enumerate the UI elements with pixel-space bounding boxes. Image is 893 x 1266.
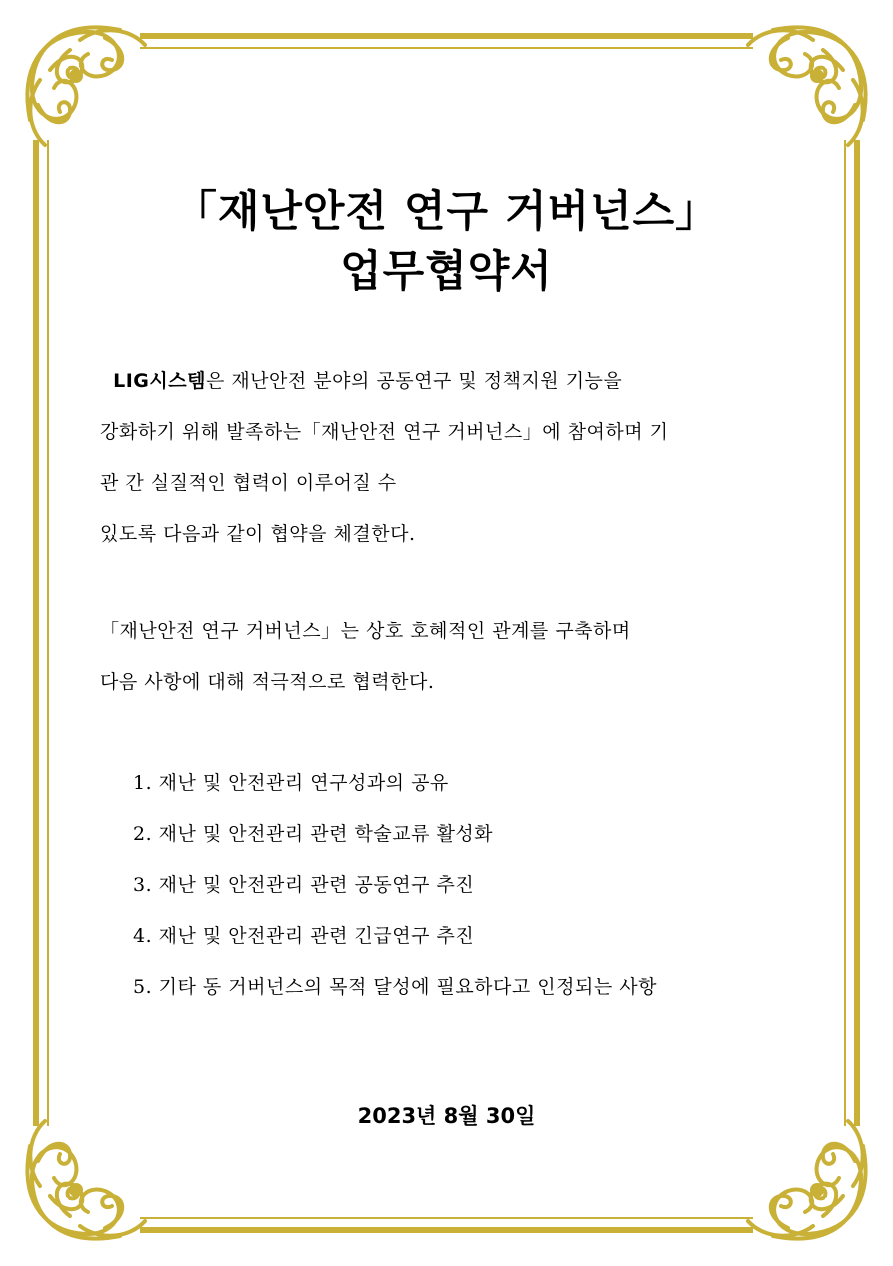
agreement-item: 5. 기타 동 거버넌스의 목적 달성에 필요하다고 인정되는 사항	[133, 976, 657, 998]
agreement-item: 2. 재난 및 안전관리 관련 학술교류 활성화	[133, 823, 494, 845]
cooperation-line-1: 「재난안전 연구 거버넌스」는 상호 호혜적인 관계를 구축하며	[100, 620, 631, 642]
document-title: 「재난안전 연구 거버넌스」	[173, 187, 720, 237]
cooperation-line-2: 다음 사항에 대해 적극적으로 협력한다.	[100, 671, 435, 693]
organization-name: LIG시스템	[113, 370, 206, 392]
agreement-item: 4. 재난 및 안전관리 관련 긴급연구 추진	[133, 925, 475, 947]
agreement-item: 3. 재난 및 안전관리 관련 공동연구 추진	[133, 874, 475, 896]
agreement-date: 2023년 8월 30일	[357, 1104, 536, 1128]
intro-line-2: 강화하기 위해 발족하는「재난안전 연구 거버넌스」에 참여하며 기	[100, 421, 669, 443]
document-subtitle: 업무협약서	[340, 247, 553, 297]
agreement-items	[133, 758, 813, 1013]
intro-line-4: 있도록 다음과 같이 협약을 체결한다.	[100, 523, 416, 545]
intro-paragraph	[100, 356, 800, 560]
intro-line-1	[100, 356, 800, 407]
cooperation-paragraph	[100, 606, 800, 708]
intro-line-3: 관 간 실질적인 협력이 이루어질 수	[100, 472, 397, 494]
agreement-item: 1. 재난 및 안전관리 연구성과의 공유	[133, 772, 449, 794]
intro-line-1-text: 은 재난안전 분야의 공동연구 및 정책지원 기능을	[205, 370, 623, 392]
